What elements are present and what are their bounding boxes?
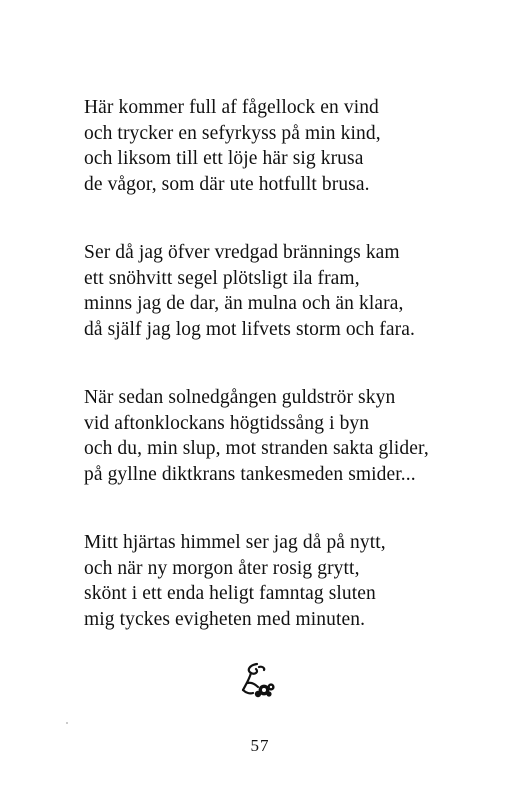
- poem-line: de vågor, som där ute hotfullt brusa.: [84, 173, 370, 195]
- poem-line: När sedan solnedgången guldströr skyn: [84, 387, 396, 408]
- stanza-3: [84, 385, 464, 487]
- poem-line: då själf jag log mot lifvets storm och fara.: [84, 318, 415, 340]
- stanza-2: [84, 240, 464, 342]
- poem-line: Ser då jag öfver vredgad brännings kam: [84, 242, 400, 263]
- poem-line: vid aftonklockans högtidssång i byn: [84, 412, 370, 434]
- stanza-4: [84, 530, 464, 632]
- stanza-1: [84, 95, 464, 197]
- poem-line: ett snöhvitt segel plötsligt ila fram,: [84, 267, 360, 289]
- poem-line: Mitt hjärtas himmel ser jag då på nytt,: [84, 532, 386, 553]
- poem-line: och liksom till ett löje här sig krusa: [84, 148, 364, 169]
- poem-line: och trycker en sefyrkyss på min kind,: [84, 122, 381, 144]
- poem-line: minns jag de dar, än mulna och än klara,: [84, 293, 404, 314]
- poem-line: och när ny morgon åter rosig grytt,: [84, 557, 360, 579]
- poem-line: skönt i ett enda heligt famntag sluten: [84, 583, 376, 604]
- paper-speck: [66, 722, 68, 724]
- poem-line: mig tyckes evigheten med minuten.: [84, 608, 366, 630]
- floral-vignette-icon: [237, 660, 277, 700]
- page-number: 57: [250, 736, 270, 755]
- poem-line: Här kommer full af fågellock en vind: [84, 97, 379, 118]
- poem-line: på gyllne diktkrans tankesmeden smider...: [84, 463, 416, 485]
- poem-line: och du, min slup, mot stranden sakta glider,: [84, 438, 429, 459]
